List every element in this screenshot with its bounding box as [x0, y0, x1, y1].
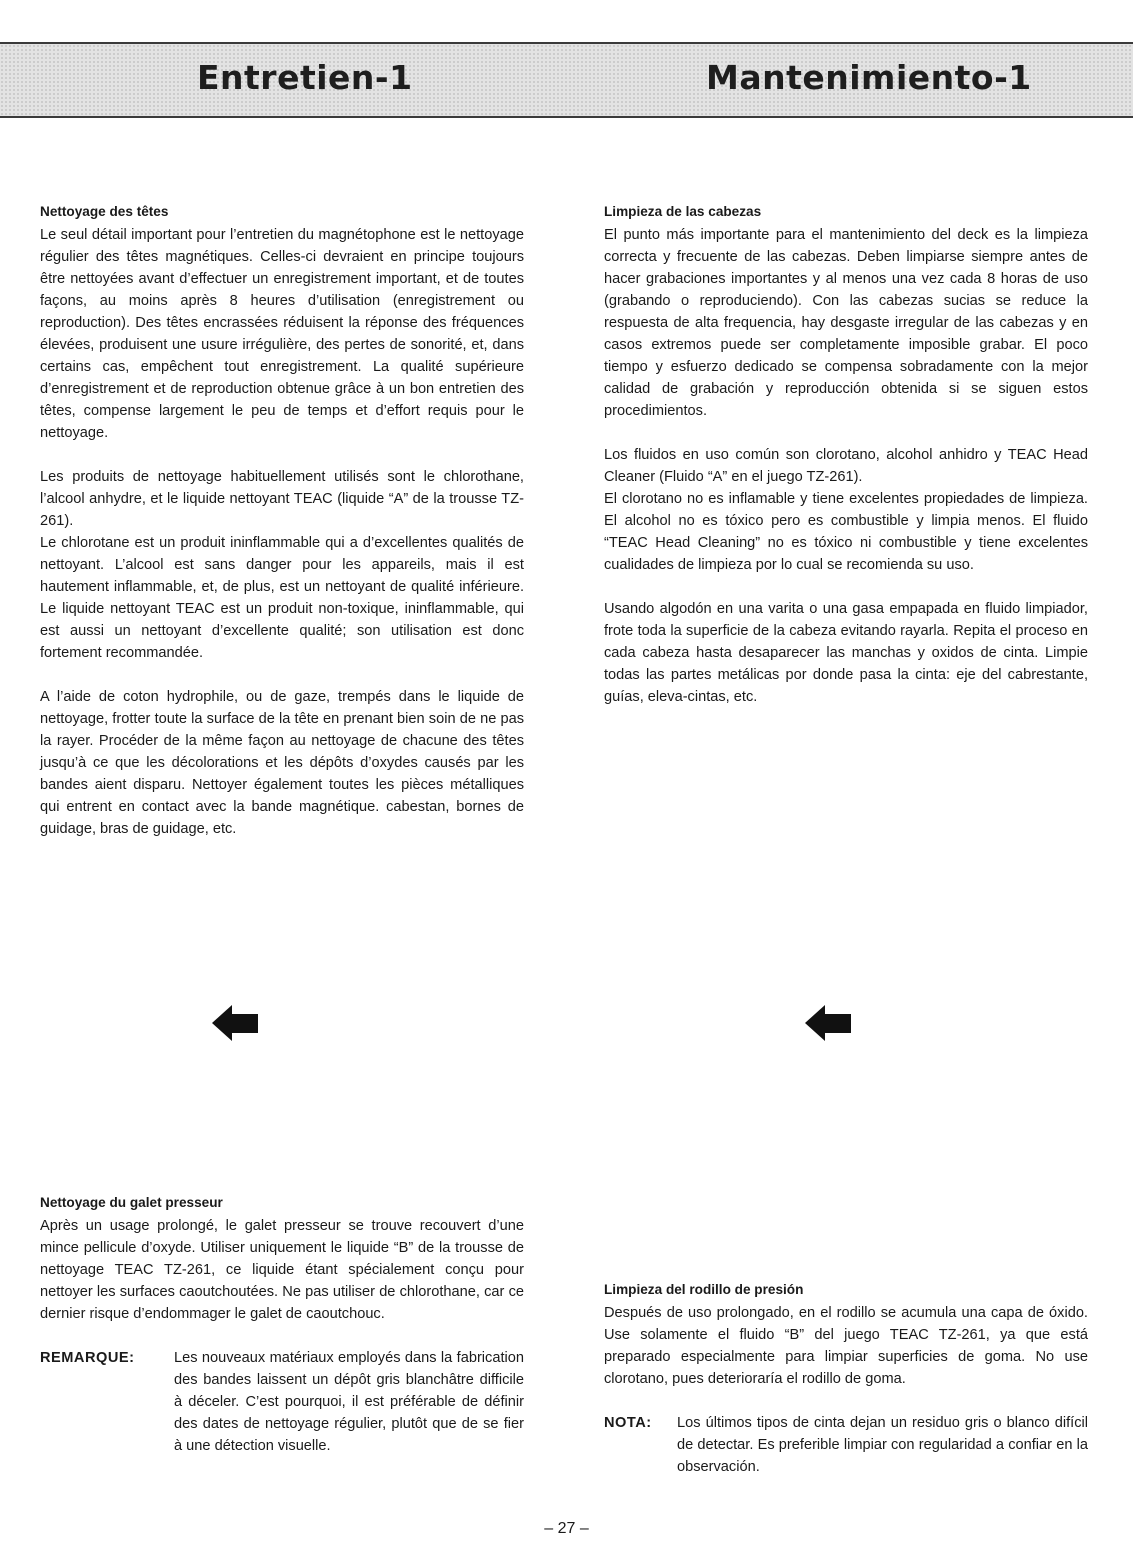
- es-head-cleaning-paragraph-1: El punto más importante para el mantenimiento del deck es la limpieza correcta y frecuente de las cabezas. Deben limpiarse siempre antes de hacer grabaciones importantes y al menos una vez cada 8 horas de uso (grabando o reproduciendo). Con las cabezas sucias se reduce la respuesta de alta frequencia, hay desgaste irregular de las cabezas y en casos extremos puede ser completamente imposible grabar. El poco tiempo y esfuerzo dedicado se compensa sobradamente con la mejor calidad de grabación y reproducción obtenida si se siguen estos procedimientos.: [604, 227, 1088, 419]
- fr-head-cleaning-paragraph-2b: Le chlorotane est un produit ininflammable qui a d’excellentes qualités de nettoyant. L’alcool est sans danger pour les appareils, mais il est hautement inflammable, et, de plus, est un nettoyant de qualité inférieure. Le liquide nettoyant TEAC est un produit non-toxique, ininflammable, qui est aussi un nettoyant d’excellente qualité; son utilisation est donc fortement recommandée.: [40, 535, 524, 661]
- page-title-es: Mantenimiento-1: [706, 58, 1032, 97]
- es-head-cleaning-fluids: [604, 444, 1088, 576]
- page-title-fr: Entretien-1: [197, 58, 413, 97]
- fr-head-cleaning-products: [40, 466, 524, 664]
- left-arrow-icon: [805, 1003, 851, 1043]
- es-note-label: NOTA:: [604, 1415, 652, 1431]
- fr-head-cleaning-paragraph-1: Le seul détail important pour l’entretien du magnétophone est le nettoyage régulier des têtes magnétiques. Celles-ci devraient en principe toujours être nettoyées avant d’effectuer un enregistrement important, et de toutes façons, au moins après 8 heures d’utilisation (enregistrement ou reproduction). Des têtes encrassées réduisent la réponse des fréquences élevées, produisent une usure irrégulière, des pertes de sonorité, et, dans certains cas, empêchent tout enregistrement. La qualité supérieure d’enregistrement et de reproduction obtenue grâce à un bon entretien des têtes, compense largement le peu de temps et d’effort requis pour le nettoyage.: [40, 227, 524, 441]
- es-pinch-roller-paragraph: Después de uso prolongado, en el rodillo se acumula una capa de óxido. Use solamente el fluido “B” del juego TEAC TZ-261, ya que está preparado especialmente para limpiar superficies de goma. No use clorotano, pues deterioraría el rodillo de goma.: [604, 1305, 1088, 1387]
- fr-head-cleaning-paragraph-3: A l’aide de coton hydrophile, ou de gaze, trempés dans le liquide de nettoyage, frotter toute la surface de la tête en prenant bien soin de ne pas la rayer. Procéder de la même façon au nettoyage de chacune des têtes jusqu’à ce que les décolorations et les dépôts d’oxydes causés par les bandes aient disparu. Nettoyer également toutes les pièces métalliques qui entrent en contact avec la bande magnétique. cabestan, bornes de guidage, bras de guidage, etc.: [40, 689, 524, 837]
- es-head-cleaning-paragraph-2a: Los fluidos en uso común son clorotano, alcohol anhidro y TEAC Head Cleaner (Fluido “A” en el juego TZ-261).: [604, 447, 1088, 485]
- header-band: [0, 42, 1133, 118]
- es-head-cleaning-paragraph-3: Usando algodón en una varita o una gasa empapada en fluido limpiador, frote toda la superficie de la cabeza evitando rayarla. Repita el proceso en cada cabeza hasta desaparecer las manchas y oxidos de cinta. Limpie todas las partes metálicas por donde pasa la cinta: eje del cabrestante, guías, eleva-cintas, etc.: [604, 601, 1088, 705]
- fr-head-cleaning-paragraph-2a: Les produits de nettoyage habituellement utilisés sont le chlorothane, l’alcool anhydre, et le liquide nettoyant TEAC (liquide “A” de la trousse TZ-261).: [40, 469, 524, 529]
- left-arrow-icon: [212, 1003, 258, 1043]
- es-pinch-roller-section: [604, 1280, 1088, 1478]
- fr-note-text: Les nouveaux matériaux employés dans la fabrication des bandes laissent un dépôt gris blanchâtre difficile à déceler. C’est pourquoi, il est préférable de définir des dates de nettoyage régulier, plutôt que de se fier à une détection visuelle.: [174, 1350, 524, 1454]
- fr-note: [40, 1347, 524, 1457]
- es-note: [604, 1412, 1088, 1478]
- es-head-cleaning-paragraph-2b: El clorotano no es inflamable y tiene excelentes propiedades de limpieza. El alcohol no es tóxico pero es combustible y limpia menos. El fluido “TEAC Head Cleaning” no es tóxico ni combustible y tiene excelentes cualidades de limpieza por lo cual se recomienda su uso.: [604, 491, 1088, 573]
- fr-note-label: REMARQUE:: [40, 1350, 135, 1366]
- fr-pinch-roller-heading: Nettoyage du galet presseur: [40, 1195, 223, 1210]
- fr-head-cleaning-heading: Nettoyage des têtes: [40, 204, 169, 219]
- fr-pinch-roller-section: [40, 1193, 524, 1457]
- es-head-cleaning-section: [604, 202, 1088, 708]
- fr-pinch-roller-paragraph: Après un usage prolongé, le galet presseur se trouve recouvert d’une mince pellicule d’oxyde. Utiliser uniquement le liquide “B” de la trousse de nettoyage TEAC TZ-261, ce liquide étant spécialement conçu pour nettoyer les surfaces caoutchoutées. Ne pas utiliser de chlorothane, car ce dernier risque d’endommager le galet de caoutchouc.: [40, 1218, 524, 1322]
- page-number: – 27 –: [544, 1520, 589, 1537]
- es-head-cleaning-heading: Limpieza de las cabezas: [604, 204, 762, 219]
- es-note-text: Los últimos tipos de cinta dejan un residuo gris o blanco difícil de detectar. Es preferible limpiar con regularidad a confiar en la observación.: [677, 1415, 1088, 1475]
- fr-head-cleaning-section: [40, 202, 524, 840]
- es-pinch-roller-heading: Limpieza del rodillo de presión: [604, 1282, 804, 1297]
